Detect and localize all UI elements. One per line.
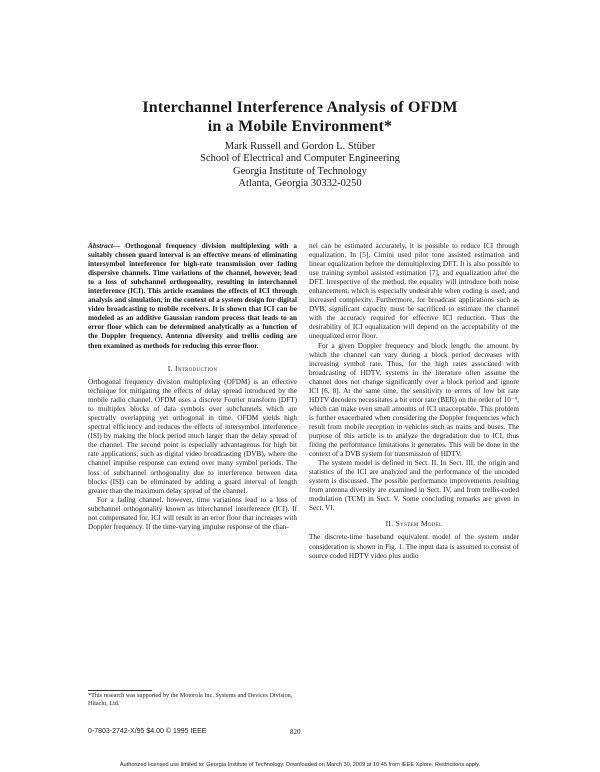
left-column: [88, 358, 297, 532]
paper-title-line-2: in a Mobile Environment*: [207, 118, 393, 135]
right-paragraph-2: For a given Doppler frequency and block length, the amount by which the channel can vary during a block period decreases with increasing symbol rate. Thus, for the high rates associated with broadcasting of HDTV, systems in the literature often assume the channel does not change significantly over a block period and ignore ICI [6, 8]. At the same time, the sensitivity to errors of low bit rate HDTV decoders necessitates a bit error rate (BER) on the order of 10⁻⁹, which can make even small amounts of ICI unacceptable. This problem is further exacerbated when considering the Doppler frequencies which result from mobile reception in vehicles such as trains and buses. The purpose of this article is to analyze the degradation due to ICI, thus fixing the performance limitations it generates. This will be done in the context of a DVB system for transmission of HDTV.: [309, 341, 519, 459]
abstract-text: — Orthogonal frequency division multiplexing with a suitably chosen guard interval is an effective means of eliminating intersymbol interference for high-rate transmission over fading dispersive channels. Time variations of the channel, however, lead to a loss of subchannel orthogonality, resulting in interchannel interference (ICI). This article examines the effects of ICI through analysis and simulation, in the context of a system design for digital video broadcasting to mobile receivers. It is shown that ICI can be modeled as an additive Gaussian random process that leads to an error floor which can be determined analytically as a function of the Doppler frequency. Antenna diversity and trellis coding are then examined as methods for reducing this error floor.: [88, 242, 297, 350]
license-notice: Authorized licensed use limited to: Georgia Institute of Technology. Downloaded on March 30, 2009 at 10:45 from IEEE Xplore. Restrictions apply.: [119, 762, 481, 768]
footnote-rule: [88, 690, 152, 691]
author-affiliation: School of Electrical and Computer Engineering: [200, 153, 400, 165]
abstract: [88, 242, 297, 351]
right-paragraph-3: The system model is defined in Sect. II. In Sect. III, the origin and statistics of the ICI are analyzed and the performance of the uncoded system is discussed. The possible performance improvements resulting from antenna diversity are examined in Sect. IV, and from trellis-coded modulation (TCM) in Sect. V. Some concluding remarks are given in Sect. VI.: [309, 459, 519, 513]
right-paragraph-1: nel can be estimated accurately, it is possible to reduce ICI through equalization. In [5], Cimini used pilot tone assisted estimation and linear equalization before the demultiplexing DFT. It is also possible to use training symbol assisted estimation [7], and equalization after the DFT. Irrespective of the method, the equality will introduce both noise enhancement, which is especially undesirable when coding is used, and increased complexity. Furthermore, for broadcast applications such as DVB, significant capacity must be sacrificed to estimate the channel with the accuracy required for effective ICI reduction. Thus the desirability of ICI equalization will depend on the acceptability of the unequalized error floor.: [309, 242, 519, 341]
isbn-line: 0-7803-2742-X/95 $4.00 © 1995 IEEE: [88, 728, 207, 735]
author-institution: Georgia Institute of Technology: [233, 165, 367, 177]
section-1-heading: I. Introduction: [167, 364, 218, 373]
system-model-paragraph: The discrete-time baseband equivalent model of the system under consideration is shown in Fig. 1. The input data is assumed to consist of source coded HDTV video plus audio: [309, 533, 519, 560]
right-column: [309, 242, 519, 561]
paper-title-line-1: Interchannel Interference Analysis of OFDM: [142, 99, 458, 116]
author-names: Mark Russell and Gordon L. Stüber: [224, 141, 376, 152]
section-2-heading: II. System Model: [385, 519, 443, 529]
page-number: 820: [290, 728, 301, 736]
abstract-lead: Abstract: [88, 242, 113, 250]
intro-paragraph-2: For a fading channel, however, time variations lead to a loss of subchannel orthogonality known as interchannel interference (ICI). If not compensated for, ICI will result in an error floor that increases with Doppler frequency. If the time-varying impulse response of the chan-: [88, 495, 297, 531]
author-location: Atlanta, Georgia 30332-0250: [238, 177, 362, 189]
intro-paragraph-1: Orthogonal frequency division multiplexing (OFDM) is an effective technique for mitigating the effects of delay spread introduced by the mobile radio channel. OFDM uses a discrete Fourier transform (DFT) to multiplex blocks of data symbols over subchannels which are spectrally overlapping yet orthogonal in time. OFDM yields high spectral efficiency and reduces the effects of intersymbol interference (ISI) by making the block period much larger than the delay spread of the channel. The second point is especially advantageous for high bit rate applications, such as digital video broadcasting (DVB), where the channel impulse response can extend over many symbol periods. The loss of subchannel orthogonality due to interference between data blocks (ISI) can be eliminated by adding a guard interval of length greater than the maximum delay spread of the channel.: [88, 378, 297, 495]
footnote: *This research was supported by the Motorola Inc. Systems and Devices Division, Hitachi, Ltd.: [88, 692, 293, 707]
author-block: [0, 141, 600, 190]
